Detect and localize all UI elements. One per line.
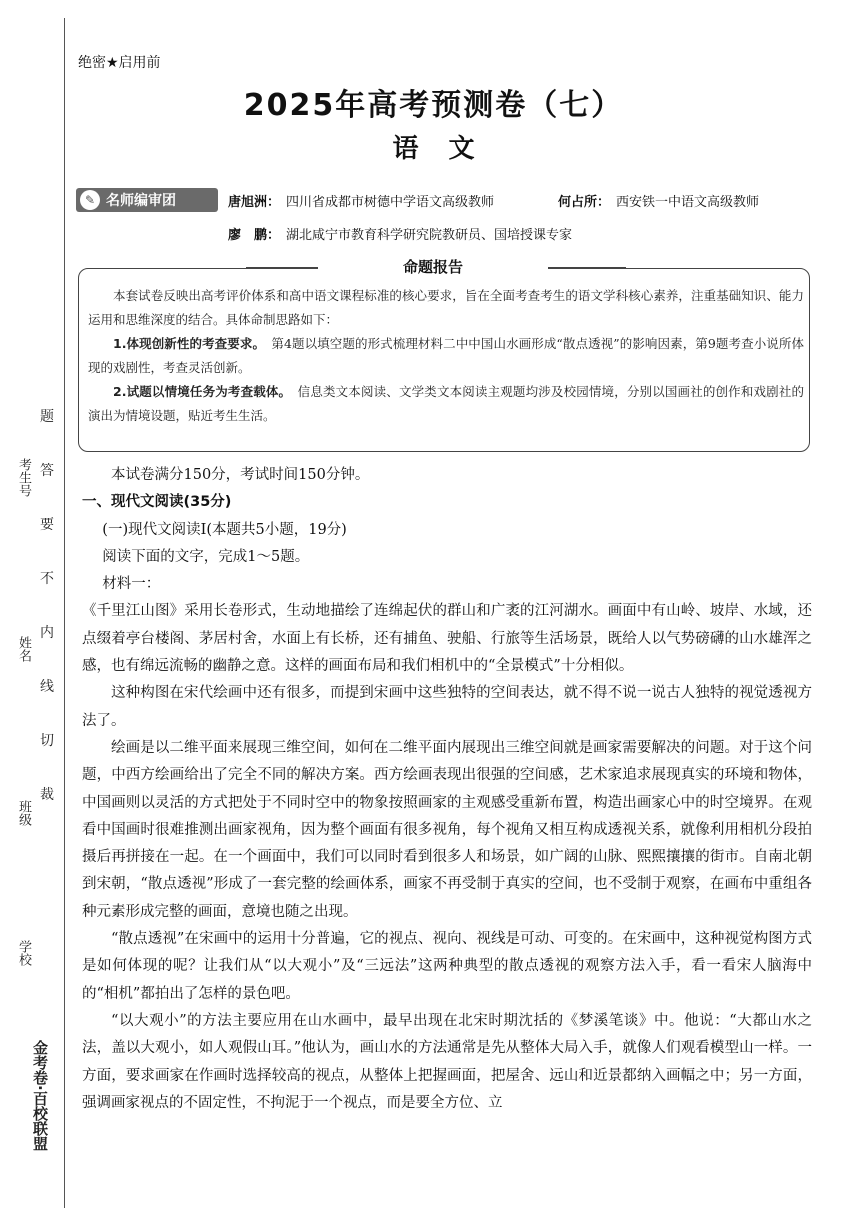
editor-entry — [558, 191, 759, 210]
binding-line — [64, 18, 65, 1208]
paragraph: 绘画是以二维平面来展现三维空间，如何在二维平面内展现出三维空间就是画家需要解决的问题。对于这个问题，中西方绘画给出了完全不同的解决方案。西方绘画表现出很强的空间感，艺术家追求展现真实的环境和物体，中国画则以灵活的方式把处于不同时空中的物象按照画家的主观感受重新布置，构造出画家心中的时空境界。在观看中国画时很难推测出画家视角，因为整个画面有很多视角，每个视角又相互构成透视关系，就像利用相机分段拍摄后再拼接在一起。在一个画面中，我们可以同时看到很多人和场景，如广阔的山脉、熙熙攘攘的街市。自南北朝到宋朝，“散点透视”形成了一套完整的绘画体系，画家不再受制于真实的空间，也不受制于观察，在画布中重组各种元素形成完整的画面，意境也随之出现。 — [82, 739, 812, 920]
badge-label: 名师编审团 — [106, 193, 176, 209]
report-title: 命题报告 — [318, 256, 548, 277]
editor-desc: 西安铁一中语文高级教师 — [616, 195, 760, 210]
report-item-1 — [88, 332, 804, 380]
section-heading: 一、现代文阅读(35分) — [82, 494, 232, 511]
paragraph: “散点透视”在宋画中的运用十分普遍，它的视点、视向、视线是可动、可变的。在宋画中，这种视觉构图方式是如何体现的呢？让我们从“以大观小”及“三远法”这两种典型的散点透视的观察方法入手，看一看宋人脑海中的“相机”都拍出了怎样的景色吧。 — [82, 931, 812, 1002]
report-intro: 本套试卷反映出高考评价体系和高中语文课程标准的核心要求，旨在全面考查考生的语文学科核心素养，注重基础知识、能力运用和思维深度的结合。具体命制思路如下： — [88, 288, 804, 327]
subsection-heading: (一)现代文阅读Ⅰ(本题共5小题，19分) — [102, 521, 347, 538]
seal-char: 答 — [40, 463, 54, 479]
seal-char: 不 — [40, 571, 54, 587]
paragraph: 《千里江山图》采用长卷形式，生动地描绘了连绵起伏的群山和广袤的江河湖水。画面中有山岭、坡岸、水域，还点缀着亭台楼阁、茅居村舍，水面上有长桥，还有捕鱼、驶船、行旅等生活场景，既给人以气势磅礴的山水雄浑之感，也有绵远流畅的幽静之意。这样的画面布局和我们相机中的“全景模式”十分相似。 — [82, 603, 812, 675]
brand-label: 金考卷·百校联盟 — [31, 1040, 49, 1151]
exam-content — [82, 462, 812, 1117]
exam-number-field[interactable] — [14, 458, 33, 497]
editor-team-badge — [76, 188, 218, 212]
seal-char: 切 — [40, 733, 54, 749]
pen-icon: ✎ — [80, 190, 100, 210]
report-item-heading: 2.试题以情境任务为考查载体。 — [113, 384, 285, 399]
exam-number-label: 考生号 — [16, 458, 31, 497]
score-time-note: 本试卷满分150分，考试时间150分钟。 — [111, 467, 370, 483]
editor-entry — [228, 191, 494, 210]
class-field[interactable] — [14, 800, 33, 826]
editor-desc: 四川省成都市树德中学语文高级教师 — [286, 195, 495, 210]
report-item-2 — [88, 380, 804, 428]
report-body — [88, 284, 804, 428]
material-label: 材料一： — [102, 576, 161, 593]
paragraph: 这种构图在宋代绘画中还有很多，而提到宋画中这些独特的空间表达，就不得不说一说古人独特的视觉透视方法了。 — [82, 685, 812, 729]
name-label: 姓名 — [16, 636, 31, 662]
seal-char: 内 — [40, 625, 54, 641]
school-label: 学校 — [16, 940, 31, 966]
seal-char: 线 — [40, 679, 54, 695]
report-item-heading: 1.体现创新性的考查要求。 — [113, 336, 259, 351]
seal-char: 裁 — [40, 787, 54, 803]
name-field[interactable] — [14, 636, 33, 662]
report-item-text: 信息类文本阅读、文学类文本阅读主观题均涉及校园情境，分别以国画社的创作和戏剧社的演出为情境设题，贴近考生生活。 — [88, 384, 804, 423]
seal-line-text — [37, 406, 57, 838]
instruction: 阅读下面的文字，完成1～5题。 — [102, 548, 310, 565]
editor-entry — [228, 224, 572, 243]
subject-title: 语文 — [392, 134, 505, 164]
school-field[interactable] — [14, 940, 33, 966]
class-label: 班级 — [16, 800, 31, 826]
paragraph: “以大观小”的方法主要应用在山水画中，最早出现在北宋时期沈括的《梦溪笔谈》中。他说：“大都山水之法，盖以大观小，如人观假山耳。”他认为，画山水的方法通常是先从整体大局入手，就像人们观看模型山一样。一方面，要求画家在作画时选择较高的视点，从整体上把握画面，把屋舍、远山和近景都纳入画幅之中；另一方面，强调画家视点的不固定性，不拘泥于一个视点，而是要全方位、立 — [82, 1012, 812, 1111]
editor-name: 唐旭洲： — [228, 195, 281, 210]
page-title: 2025年高考预测卷（七） — [243, 88, 624, 123]
editor-name: 何占所： — [558, 195, 611, 210]
seal-char: 要 — [40, 517, 54, 533]
editor-name: 廖 鹏： — [228, 228, 281, 243]
report-item-text: 第4题以填空题的形式梳理材料二中中国山水画形成“散点透视”的影响因素，第9题考查小说所体现的戏剧性，考查灵活创新。 — [88, 336, 804, 375]
editor-desc: 湖北咸宁市教育科学研究院教研员、国培授课专家 — [286, 228, 573, 243]
confidential-label: 绝密★启用前 — [78, 55, 161, 71]
seal-char: 题 — [40, 409, 54, 425]
